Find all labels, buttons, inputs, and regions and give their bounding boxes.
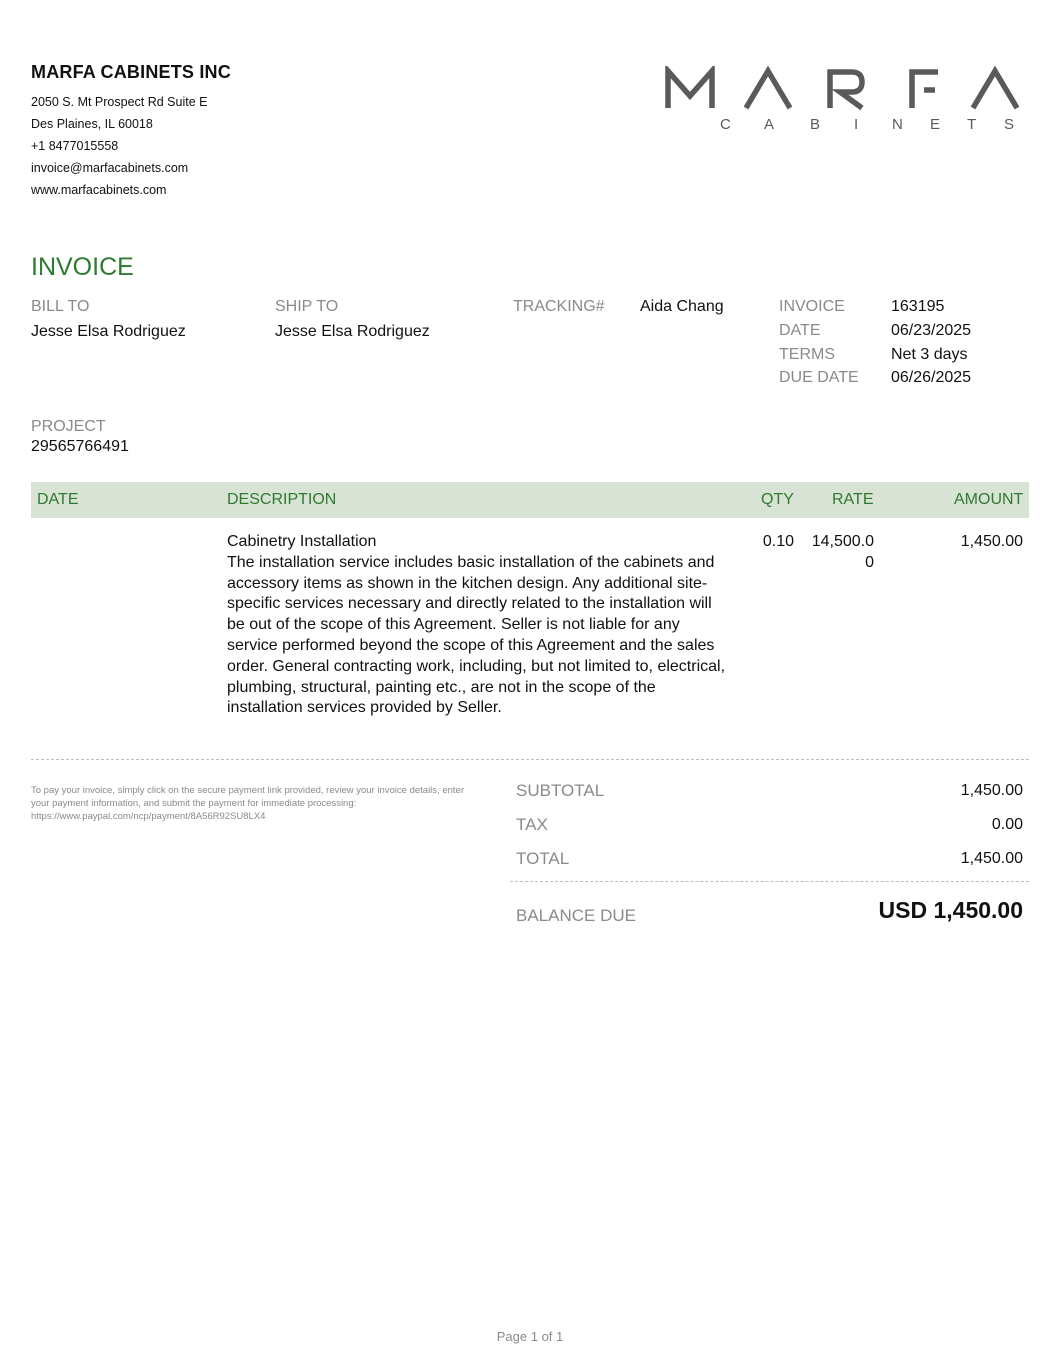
row-qty: 0.10	[762, 533, 794, 550]
due-date-label: DUE DATE	[779, 369, 859, 386]
subtotal-label: SUBTOTAL	[516, 781, 605, 800]
company-address-line2: Des Plaines, IL 60018	[31, 117, 153, 131]
line-items-header	[31, 482, 1029, 518]
column-header-amount: AMOUNT	[954, 491, 1024, 508]
company-logo	[664, 66, 1020, 136]
svg-text:A: A	[764, 116, 775, 133]
row-description-block	[227, 532, 727, 719]
column-header-qty: QTY	[761, 491, 794, 508]
ship-to-label: SHIP TO	[275, 298, 339, 315]
project-value: 29565766491	[31, 438, 129, 455]
invoice-number-value: 163195	[891, 298, 945, 315]
tracking-value: Aida Chang	[640, 298, 724, 315]
tax-value: 0.00	[991, 816, 1023, 833]
due-date-value: 06/26/2025	[891, 369, 972, 386]
balance-due-label: BALANCE DUE	[516, 906, 636, 925]
document-title: INVOICE	[31, 253, 134, 281]
totals-divider	[510, 881, 1029, 882]
row-rate: 14,500.00	[811, 533, 874, 571]
tax-label: TAX	[516, 815, 548, 834]
balance-due-value: USD 1,450.00	[878, 897, 1023, 923]
svg-text:B: B	[810, 116, 821, 133]
project-label: PROJECT	[31, 418, 106, 435]
company-name: MARFA CABINETS INC	[31, 62, 231, 82]
invoice-date-label: DATE	[779, 322, 821, 339]
row-amount: 1,450.00	[960, 533, 1023, 550]
terms-label: TERMS	[779, 346, 835, 363]
column-header-description: DESCRIPTION	[227, 491, 337, 508]
row-item-title: Cabinetry Installation	[227, 533, 377, 550]
subtotal-value: 1,450.00	[960, 782, 1023, 799]
tracking-label: TRACKING#	[513, 298, 605, 315]
ship-to-name: Jesse Elsa Rodriguez	[275, 323, 430, 340]
column-header-rate: RATE	[832, 491, 874, 508]
svg-text:E: E	[930, 116, 941, 133]
company-phone: +1 8477015558	[31, 139, 119, 153]
company-website[interactable]: www.marfacabinets.com	[31, 183, 167, 197]
svg-text:T: T	[967, 116, 977, 133]
svg-text:C: C	[720, 116, 731, 133]
bill-to-label: BILL TO	[31, 298, 90, 315]
svg-text:N: N	[892, 116, 903, 133]
payment-instructions[interactable]: To pay your invoice, simply click on the secure payment link provided, review your invoice details, enter your payment information, and submit the payment for immediate processing: https://www.paypal.com/ncp/payment/8A56R92SU8LX4	[31, 785, 464, 822]
column-header-date: DATE	[37, 491, 79, 508]
bill-to-name: Jesse Elsa Rodriguez	[31, 323, 186, 340]
total-label: TOTAL	[516, 849, 570, 868]
row-item-description: The installation service includes basic installation of the cabinets and accessory items as shown in the kitchen design. Any additional site-specific services necessary and directly related to the installation will be out of the scope of this Agreement. Seller is not liable for any service performed beyond the scope of this Agreement and the sales order. General contracting work, including, but not limited to, electrical, plumbing, structural, painting etc., are not in the scope of the installation services provided by Seller.	[227, 553, 726, 717]
invoice-date-value: 06/23/2025	[891, 322, 972, 339]
svg-text:S: S	[1004, 116, 1015, 133]
svg-text:I: I	[854, 116, 859, 133]
company-address-line1: 2050 S. Mt Prospect Rd Suite E	[31, 95, 208, 109]
total-value: 1,450.00	[960, 850, 1023, 867]
items-divider	[31, 759, 1029, 760]
invoice-number-label: INVOICE	[779, 298, 845, 315]
terms-value: Net 3 days	[891, 346, 968, 363]
company-email[interactable]: invoice@marfacabinets.com	[31, 161, 189, 175]
page-number: Page 1 of 1	[496, 1329, 564, 1344]
